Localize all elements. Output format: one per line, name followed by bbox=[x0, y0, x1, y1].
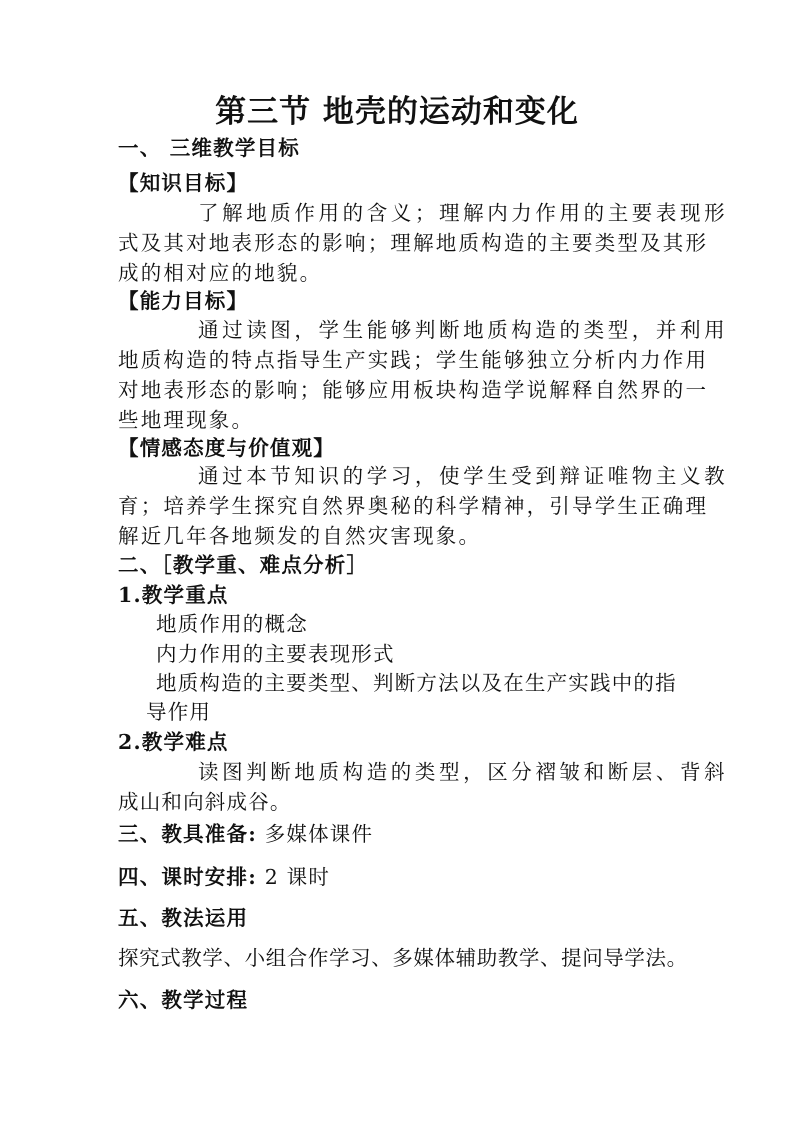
ability-goal-line: 些地理现象。 bbox=[118, 408, 255, 432]
ability-goal-heading: 【能力目标】 bbox=[118, 289, 249, 313]
difficult-points-heading: 2.教学难点 bbox=[118, 730, 229, 754]
difficult-point-line: 成山和向斜成谷。 bbox=[118, 790, 292, 814]
ability-goal-line: 对地表形态的影响；能够应用板块构造学说解释自然界的一 bbox=[118, 378, 709, 402]
teaching-aids-value: 多媒体课件 bbox=[264, 822, 374, 846]
section5-heading: 五、教法运用 bbox=[118, 906, 249, 930]
ability-goal-line: 通过读图，学生能够判断地质构造的类型，并利用 bbox=[198, 318, 729, 342]
knowledge-goal-line: 式及其对地表形态的影响；理解地质构造的主要类型及其形 bbox=[118, 231, 709, 255]
knowledge-goal-line: 了解地质作用的含义；理解内力作用的主要表现形 bbox=[198, 201, 729, 225]
difficult-point-line: 读图判断地质构造的类型，区分褶皱和断层、背斜 bbox=[198, 760, 729, 784]
page-title: 第三节 地壳的运动和变化 bbox=[215, 94, 579, 130]
class-hours-label: 四、课时安排: bbox=[118, 865, 257, 889]
teaching-aids-label: 三、教具准备: bbox=[118, 822, 257, 846]
class-hours-value: 2 课时 bbox=[264, 865, 331, 889]
key-points-heading: 1.教学重点 bbox=[118, 583, 229, 607]
emotion-goal-line: 通过本节知识的学习，使学生受到辩证唯物主义教 bbox=[198, 464, 729, 488]
emotion-goal-line: 解近几年各地频发的自然灾害现象。 bbox=[118, 524, 482, 548]
emotion-goal-line: 育；培养学生探究自然界奥秘的科学精神，引导学生正确理 bbox=[118, 494, 709, 518]
key-point-item: 导作用 bbox=[146, 700, 212, 724]
ability-goal-line: 地质构造的特点指导生产实践；学生能够独立分析内力作用 bbox=[118, 348, 709, 372]
section1-heading: 一、 三维教学目标 bbox=[118, 136, 300, 160]
teaching-methods-text: 探究式教学、小组合作学习、多媒体辅助教学、提问导学法。 bbox=[118, 946, 688, 970]
knowledge-goal-line: 成的相对应的地貌。 bbox=[118, 261, 323, 285]
key-point-item: 地质构造的主要类型、判断方法以及在生产实践中的指 bbox=[156, 671, 677, 695]
emotion-goal-heading: 【情感态度与价值观】 bbox=[118, 436, 335, 460]
key-point-item: 内力作用的主要表现形式 bbox=[156, 642, 395, 666]
knowledge-goal-heading: 【知识目标】 bbox=[118, 171, 249, 195]
class-hours bbox=[118, 862, 678, 892]
section6-heading: 六、教学过程 bbox=[118, 988, 249, 1012]
section2-heading: 二、［教学重、难点分析］ bbox=[118, 553, 369, 577]
key-point-item: 地质作用的概念 bbox=[156, 612, 308, 636]
teaching-aids bbox=[118, 819, 678, 849]
